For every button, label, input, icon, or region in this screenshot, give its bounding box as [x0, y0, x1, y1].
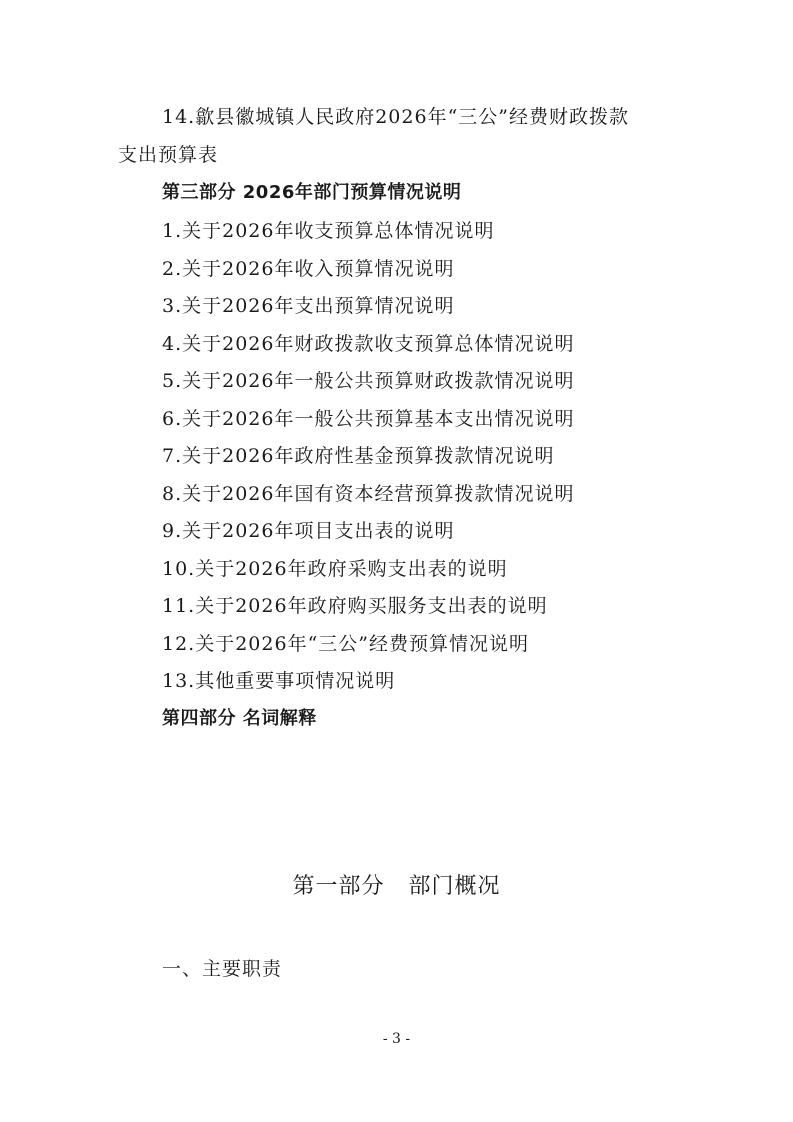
section-title: 第一部分 部门概况: [292, 874, 501, 899]
toc-item: 12.关于2026年“三公”经费预算情况说明: [162, 633, 529, 655]
toc-item: 7.关于2026年政府性基金预算拨款情况说明: [162, 445, 555, 467]
toc-item: 13.其他重要事项情况说明: [162, 670, 396, 692]
subsection-heading: 一、主要职责: [162, 958, 283, 980]
toc-item: 5.关于2026年一般公共预算财政拨款情况说明: [162, 370, 575, 392]
toc-item: 6.关于2026年一般公共预算基本支出情况说明: [162, 408, 575, 430]
toc-item-14-line-1: 14.歙县徽城镇人民政府2026年“三公”经费财政拨款: [162, 106, 629, 128]
toc-item: 10.关于2026年政府采购支出表的说明: [162, 558, 508, 580]
toc-item-14-line-2: 支出预算表: [118, 144, 219, 166]
toc-item: 4.关于2026年财政拨款收支预算总体情况说明: [162, 333, 575, 355]
part4-heading: 第四部分 名词解释: [162, 708, 317, 729]
toc-item: 11.关于2026年政府购买服务支出表的说明: [162, 595, 548, 617]
part3-heading: 第三部分 2026年部门预算情况说明: [162, 182, 462, 203]
toc-item: 2.关于2026年收入预算情况说明: [162, 258, 455, 280]
toc-item: 1.关于2026年收支预算总体情况说明: [162, 220, 495, 242]
page-number: - 3 -: [382, 1031, 411, 1047]
toc-item: 8.关于2026年国有资本经营预算拨款情况说明: [162, 483, 575, 505]
toc-item: 9.关于2026年项目支出表的说明: [162, 520, 455, 542]
toc-item: 3.关于2026年支出预算情况说明: [162, 295, 455, 317]
